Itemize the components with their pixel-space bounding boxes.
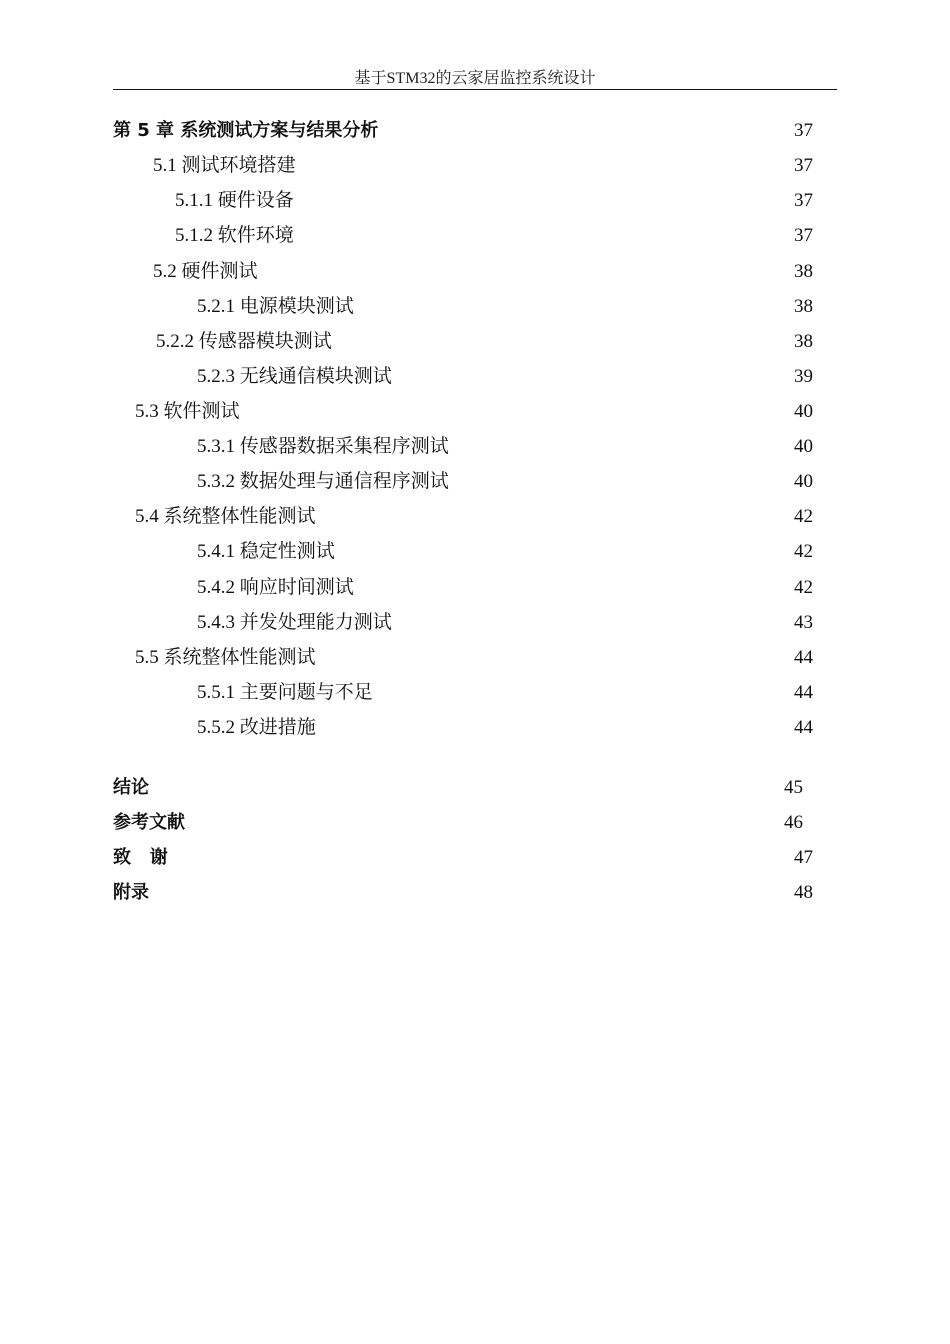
toc-entry-5-1-2[interactable] (175, 221, 813, 251)
toc-entry-conclusion[interactable] (113, 773, 803, 803)
toc-entry-5-3-1[interactable] (197, 432, 813, 462)
toc-entry-page: 42 (794, 541, 813, 562)
toc-entry-5-4-1[interactable] (197, 537, 813, 567)
toc-entry-title: 5.2.1 电源模块测试 (197, 296, 354, 317)
toc-entry-title: 参考文献 (113, 812, 185, 833)
toc-entry-title: 5.5 系统整体性能测试 (135, 647, 316, 668)
toc-entry-page: 40 (794, 401, 813, 422)
toc-entry-title: 5.3 软件测试 (135, 401, 240, 422)
toc-entry-page: 37 (794, 190, 813, 211)
toc-entry-references[interactable] (113, 808, 803, 838)
toc-entry-5-1-1[interactable] (175, 186, 813, 216)
toc-entry-acknowledgements[interactable] (113, 843, 813, 873)
toc-entry-page: 40 (794, 436, 813, 457)
toc-entry-title: 5.2 硬件测试 (153, 261, 258, 282)
toc-entry-5-5-2[interactable] (197, 713, 813, 743)
toc-entry-title: 5.3.2 数据处理与通信程序测试 (197, 471, 449, 492)
toc-entry-page: 48 (794, 882, 813, 903)
toc-entry-page: 37 (794, 120, 813, 141)
toc-entry-page: 38 (794, 261, 813, 282)
toc-entry-page: 39 (794, 366, 813, 387)
toc-entry-title: 5.1 测试环境搭建 (153, 155, 296, 176)
toc-entry-5-2-2[interactable] (156, 327, 813, 357)
running-header: 基于STM32的云家居监控系统设计 (354, 70, 596, 87)
toc-entry-title: 5.2.3 无线通信模块测试 (197, 366, 392, 387)
toc-entry-5-3[interactable] (135, 397, 813, 427)
toc-entry-title: 5.1.2 软件环境 (175, 225, 294, 246)
toc-entry-page: 38 (794, 296, 813, 317)
toc-entry-chapter-5[interactable] (113, 116, 813, 146)
toc-entry-page: 37 (794, 225, 813, 246)
toc-entry-page: 44 (794, 717, 813, 738)
toc-entry-5-1[interactable] (153, 151, 813, 181)
toc-entry-5-2-1[interactable] (197, 292, 813, 322)
toc-entry-5-4[interactable] (135, 502, 813, 532)
toc-entry-5-3-2[interactable] (197, 467, 813, 497)
toc-entry-5-2[interactable] (153, 257, 813, 287)
toc-entry-5-5-1[interactable] (197, 678, 813, 708)
toc-entry-title: 5.4.3 并发处理能力测试 (197, 612, 392, 633)
toc-entry-title: 结论 (113, 777, 149, 798)
toc-entry-page: 42 (794, 506, 813, 527)
toc-entry-page: 44 (794, 682, 813, 703)
toc-entry-title: 附录 (113, 882, 149, 903)
toc-entry-5-4-2[interactable] (197, 573, 813, 603)
toc-entry-title: 第 5 章 系统测试方案与结果分析 (113, 120, 379, 141)
toc-entry-page: 44 (794, 647, 813, 668)
toc-entry-5-4-3[interactable] (197, 608, 813, 638)
toc-entry-5-5[interactable] (135, 643, 813, 673)
toc-entry-5-2-3[interactable] (197, 362, 813, 392)
toc-entry-title: 5.1.1 硬件设备 (175, 190, 294, 211)
toc-entry-page: 40 (794, 471, 813, 492)
toc-entry-title: 5.4.2 响应时间测试 (197, 577, 354, 598)
toc-entry-page: 47 (794, 847, 813, 868)
toc-entry-title: 5.5.2 改进措施 (197, 717, 316, 738)
toc-entry-appendix[interactable] (113, 878, 813, 908)
toc-entry-title: 5.2.2 传感器模块测试 (156, 331, 332, 352)
toc-entry-page: 38 (794, 331, 813, 352)
toc-entry-title: 5.4.1 稳定性测试 (197, 541, 335, 562)
toc-entry-title: 5.3.1 传感器数据采集程序测试 (197, 436, 449, 457)
toc-entry-page: 45 (784, 777, 803, 798)
toc-entry-title: 致 谢 (113, 847, 168, 868)
toc-entry-page: 46 (784, 812, 803, 833)
toc-entry-title: 5.4 系统整体性能测试 (135, 506, 316, 527)
toc-entry-page: 42 (794, 577, 813, 598)
toc-entry-page: 43 (794, 612, 813, 633)
toc-entry-page: 37 (794, 155, 813, 176)
toc-entry-title: 5.5.1 主要问题与不足 (197, 682, 373, 703)
